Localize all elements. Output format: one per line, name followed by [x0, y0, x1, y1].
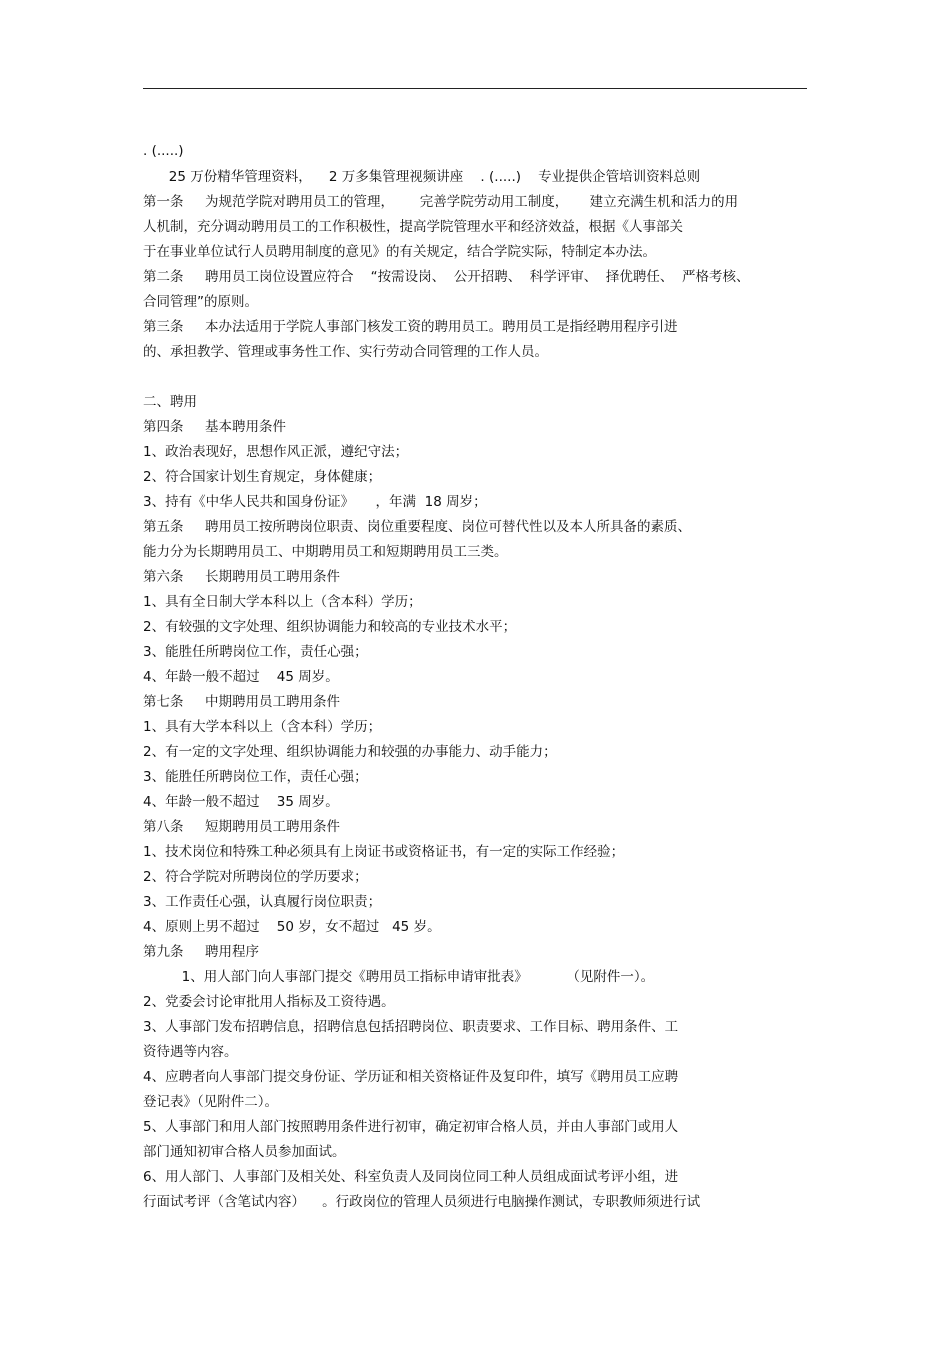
text-line: 5、人事部门和用人部门按照聘用条件进行初审，确定初审合格人员，并由人事部门或用人 — [143, 1119, 679, 1135]
text-line: 2、符合国家计划生育规定，身体健康； — [143, 469, 382, 485]
document-body — [143, 140, 813, 1215]
text-line: 第四条 基本聘用条件 — [143, 419, 286, 435]
text-line: 第二条 聘用员工岗位设置应符合 “按需设岗、 公开招聘、 科学评审、 择优聘任、 严格考核、 — [143, 269, 750, 285]
text-line: 于在事业单位试行人员聘用制度的意见》的有关规定，结合学院实际，特制定本办法。 — [143, 244, 656, 260]
text-line: 3、能胜任所聘岗位工作，责任心强； — [143, 769, 368, 785]
text-line: 行面试考评（含笔试内容） 。行政岗位的管理人员须进行电脑操作测试，专职教师须进行试 — [143, 1194, 701, 1210]
text-line: 1、具有全日制大学本科以上（含本科）学历； — [143, 594, 422, 610]
text-line: 1、用人部门向人事部门提交《聘用员工指标申请审批表》 （见附件一）。 — [143, 969, 655, 985]
text-line: 第一条 为规范学院对聘用员工的管理， 完善学院劳动用工制度， 建立充满生机和活力的用 — [143, 194, 739, 210]
text-line: 第九条 聘用程序 — [143, 944, 259, 960]
text-line: 1、政治表现好，思想作风正派，遵纪守法； — [143, 444, 409, 460]
text-line: 第七条 中期聘用员工聘用条件 — [143, 694, 340, 710]
text-line: 资待遇等内容。 — [143, 1044, 238, 1060]
text-line: 4、年龄一般不超过 35 周岁。 — [143, 794, 339, 810]
text-line: 第八条 短期聘用员工聘用条件 — [143, 819, 340, 835]
text-line: 6、用人部门、人事部门及相关处、科室负责人及同岗位同工种人员组成面试考评小组，进 — [143, 1169, 679, 1185]
header-rule — [143, 88, 807, 89]
text-line: 3、人事部门发布招聘信息，招聘信息包括招聘岗位、职责要求、工作目标、聘用条件、工 — [143, 1019, 679, 1035]
text-line: 4、年龄一般不超过 45 周岁。 — [143, 669, 339, 685]
blank-line — [143, 365, 813, 390]
text-line: 3、持有《中华人民共和国身份证》 ，年满 18 周岁； — [143, 494, 487, 510]
text-line: 25 万份精华管理资料， 2 万多集管理视频讲座 . (.....) 专业提供企管培训资料总则 — [143, 169, 701, 185]
text-line: 1、具有大学本科以上（含本科）学历； — [143, 719, 382, 735]
text-line: 第六条 长期聘用员工聘用条件 — [143, 569, 340, 585]
text-line: 人机制，充分调动聘用员工的工作积极性，提高学院管理水平和经济效益，根据《人事部关 — [143, 219, 683, 235]
text-line: 部门通知初审合格人员参加面试。 — [143, 1144, 346, 1160]
text-line: 合同管理”的原则。 — [143, 294, 258, 310]
text-line: 登记表》（见附件二）。 — [143, 1094, 278, 1110]
text-line: 2、党委会讨论审批用人指标及工资待遇。 — [143, 994, 395, 1010]
text-line: 第五条 聘用员工按所聘岗位职责、岗位重要程度、岗位可替代性以及本人所具备的素质、 — [143, 519, 691, 535]
text-line: . (.....) — [143, 143, 184, 159]
text-line: 第三条 本办法适用于学院人事部门核发工资的聘用员工。聘用员工是指经聘用程序引进 — [143, 319, 678, 335]
text-line: 2、有较强的文字处理、组织协调能力和较高的专业技术水平； — [143, 619, 517, 635]
text-line: 4、应聘者向人事部门提交身份证、学历证和相关资格证件及复印件，填写《聘用员工应聘 — [143, 1069, 679, 1085]
text-line: 3、工作责任心强，认真履行岗位职责； — [143, 894, 382, 910]
text-line: 2、符合学院对所聘岗位的学历要求； — [143, 869, 368, 885]
text-line: 4、原则上男不超过 50 岁，女不超过 45 岁。 — [143, 919, 441, 935]
text-line: 能力分为长期聘用员工、中期聘用员工和短期聘用员工三类。 — [143, 544, 508, 560]
text-line: 1、技术岗位和特殊工种必须具有上岗证书或资格证书，有一定的实际工作经验； — [143, 844, 625, 860]
text-line: 的、承担教学、管理或事务性工作、实行劳动合同管理的工作人员。 — [143, 344, 548, 360]
text-line: 2、有一定的文字处理、组织协调能力和较强的办事能力、动手能力； — [143, 744, 557, 760]
section-heading: 二、聘用 — [143, 394, 197, 410]
text-line: 3、能胜任所聘岗位工作，责任心强； — [143, 644, 368, 660]
